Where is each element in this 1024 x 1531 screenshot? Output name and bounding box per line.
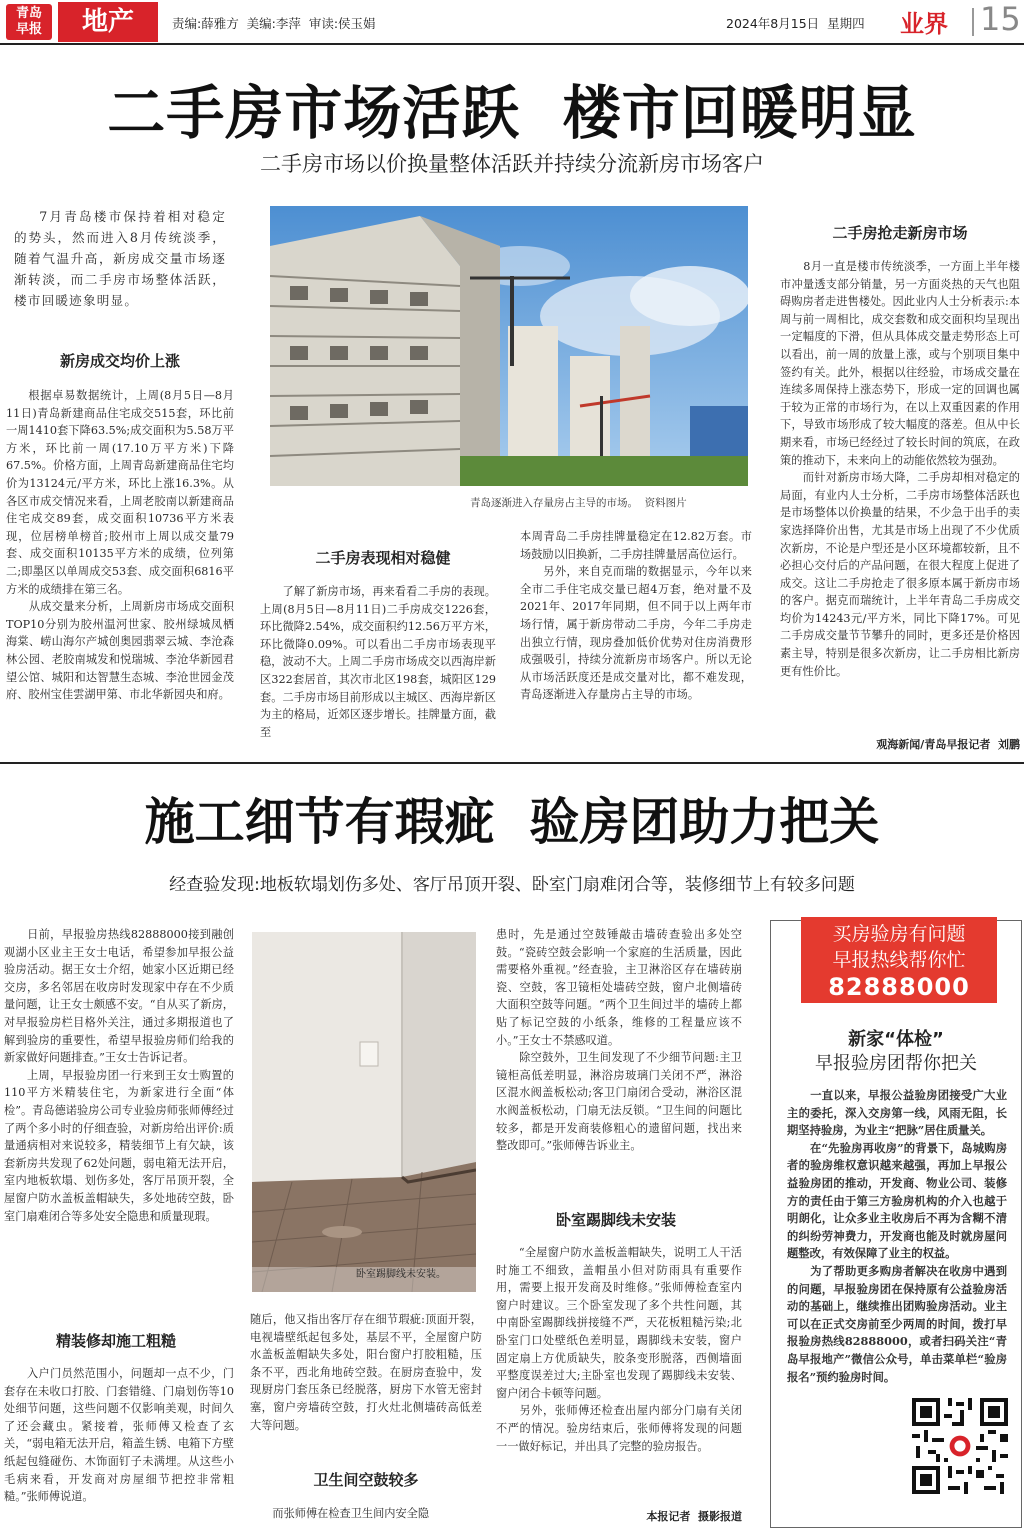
editors-credit: 责编:薛雅方 美编:李萍 审读:侯玉娟	[172, 16, 376, 31]
article1-column-1: 根据卓易数据统计，上周(8月5日—8月11日)青岛新建商品住宅成交515套，环比前一周1410套下降63.5%;成交面积为5.58万平方米，环比前一周(17.10万平方米)下降67.5%。价格方面，上周青岛新建商品住宅均价为13124元/平方米，环比上涨16.3%。从各区市成交情况来看，上周老胶南以新建商品住宅成交89套，成交面积10736平方米表现，位居榜单榜首;胶州市上周以成交量79套、成交面积10135平方米的成绩，位列第二;即墨区以单周成交53套、成交面积6816平方米的成绩排在第三名。 从成交量来分析，上周新房市场成交面积TOP10分别为胶州温河世家、胶州绿城凤栖海棠、崂山海尔产城创奥园翡翠云城、李沧森林公园、老胶南城发和悦瑞城、李沧华新园君望公馆、城阳和达智慧生态城、李沧世园金茂府、胶州宝佳雲湖甲第、市北华新园央和府。	[6, 389, 234, 702]
issue-date: 2024年8月15日 星期四	[726, 16, 865, 31]
subhead-bedroom-skirting: 卧室踢脚线未安装	[555, 1211, 676, 1229]
subhead-new-homes: 新房成交均价上涨	[59, 352, 180, 370]
article2-column-1: 日前，早报验房热线82888000接到融创观湖小区业主王女士电话，希望参加早报公益验房活动。据王女士介绍，她家小区近期已经交房，多名邻居在收房时发现家中存在不少质量问题，让王女士颇感不安。“自从买了新房，对早报验房栏目格外关注，通过多期报道也了解到验房的重要性，希望早报验房师们给我的新家做好问题排查。”王女士告诉记者。 上周，早报验房团一行来到王女士购置的110平方米精装住宅，为新家进行全面“体检”。青岛德诺验房公司专业验房师张师傅经过了两个多小时的仔细查验，对新房给出评价:质量通病相对来说较多，精装细节上有欠缺，该套新房共发现了62处问题，弱电箱无法开启，室内地板软塌、划伤多处，客厅吊顶开裂，全屋窗户防水盖板盖帽缺失，多处地砖空鼓，卧室门扇难闭合等多处安全隐患和质量现瑕。	[4, 928, 234, 1223]
building-photo-image	[270, 206, 748, 486]
headline-2: 施工细节有瑕疵 验房团助力把关	[144, 793, 880, 851]
subhead-bathroom-hollow: 卫生间空鼓较多	[313, 1471, 419, 1489]
banner-line-1: 买房验房有问题	[832, 923, 966, 945]
qr-code-icon	[912, 1398, 1008, 1494]
deck-1: 二手房市场以价换量整体活跃并持续分流新房市场客户	[260, 152, 764, 176]
article1-byline: 观海新闻/青岛早报记者 刘鹏	[876, 738, 1020, 751]
article1-column-3: 本周青岛二手房挂牌量稳定在12.82万套。市场鼓励以旧换新，二手房挂牌量居高位运行。 另外，来自克而瑞的数据显示，今年以来全市二手住宅成交量已超4万套，绝对量不及2021年、2017年同期，但不同于以上两年市场行情，属于新房带动二手房，今年二手房走出独立行情，现房叠加低价优势对住房消费形成强吸引，持续分流新房市场客户。所以无论从市场活跃度还是成交量对比，都不难发现，青岛逐渐进入存量房占主导的市场。	[520, 530, 752, 702]
header-rule	[0, 43, 1024, 45]
hotline-number: 82888000	[828, 973, 970, 1001]
article2-column-2b: 而张师傅在检查卫生间内安全隐	[250, 1507, 430, 1520]
deck-2: 经查验发现:地板软塌划伤多处、客厅吊顶开裂、卧室门扇难闭合等，装修细节上有较多问题	[169, 875, 855, 895]
subhead-second-hand-stable: 二手房表现相对稳健	[315, 549, 451, 567]
qr-code[interactable]	[912, 1398, 1008, 1494]
logo-bottom-text: 早报	[15, 22, 42, 37]
headline-1: 二手房市场活跃 楼市回暖明显	[107, 79, 917, 147]
column-label: 业界	[900, 10, 948, 38]
article1-column-4: 8月一直是楼市传统淡季，一方面上半年楼市冲量透支部分销量，另一方面炎热的天气也阻碍购房者走进售楼处。因此业内人士分析表示:本周与前一周相比，成交套数和成交面积均呈现出一定幅度的下滑，但从具体成交量走势形态上可以看出，前一周的放量上涨，或与个别项目集中签约有关。此外，根据以往经验，市场成交量在连续多周保持上涨态势下，形成一定的回调也属于较为正常的市场行为，在以上双重因素的作用下，导致市场形成了较大幅度的落差。但从中长期来看，市场已经经过了较长时间的筑底，在政策的推动下，未来向上的动能依然较为强劲。 而针对新房市场大降，二手房却相对稳定的局面，有业内人士分析，二手房市场整体活跃也是市场整体以价换量的结果，不少急于出手的卖家选择降价出售，尤其是市场上出现了不少优质次新房，不论是户型还是小区环境都较新，且不必担心交付后的产品问题，在很大程度上促进了成交。这让二手房抢走了很多原本属于新房市场的客户。据克而瑞统计，上半年青岛二手房成交均价为14243元/平方米，同比下降17%。可见二手房成交量节节攀升的同时，更多还是价格因素主导，特别是很多次新房，让二手房相比新房更有性价比。	[780, 260, 1020, 678]
masthead	[0, 0, 1024, 44]
sidebar-title-1: 新家“体检”	[848, 1029, 944, 1050]
story-divider	[0, 762, 1024, 764]
subhead-fine-decoration: 精装修却施工粗糙	[55, 1332, 176, 1350]
sidebar-title-2: 早报验房团帮你把关	[815, 1053, 977, 1074]
bedroom-photo-image	[252, 932, 476, 1292]
article2-column-2: 随后，他又指出客厅存在细节瑕疵:顶面开裂，电视墙壁纸起包多处，基层不平，全屋窗户防水盖板盖帽缺失多处，阳台窗户打胶粗糙，压条不平，西北角地砖空鼓。在厨房查验中，发现厨房门套压条已经脱落，厨房下水管无密封塞，窗户旁墙砖空鼓，打火灶北侧墙砖高低差大等问题。	[250, 1313, 482, 1432]
logo-top-text: 青岛	[15, 6, 42, 21]
article2-column-1b: 入户门员然范围小，问题却一点不少，门套存在未收口打胶、门套错缝、门扇划伤等10处细节问题，这些问题不仅影响美观，时间久了还会藏虫。紧接着，张师傅又检查了玄关，“弱电箱无法开启，箱盖生锈、电箱下方壁纸起包缝碰伤、木饰面钉子未满埋。从这些小毛病来看，开发商对房屋细节把控非常粗糙。”张师傅说道。	[4, 1367, 234, 1504]
newspaper-logo	[6, 4, 52, 40]
photo-1-caption: 青岛逐渐进入存量房占主导的市场。 资料图片	[470, 497, 687, 509]
header-divider	[972, 8, 974, 36]
banner-line-2: 早报热线帮你忙	[832, 949, 966, 971]
article2-column-3b: “全屋窗户防水盖板盖帽缺失，说明工人干活时施工不细致，盖帽虽小但对防雨具有重要作用，需要上报开发商及时维修。”张师傅检查室内窗户时建议。三个卧室发现了多个共性问题，其中南卧室踢脚线拼接缝不严，天花板粗糙污染;北卧室门口处壁纸色差明显，踢脚线未安装，窗户固定扇上方优质缺失，胶条变形脱落，西侧墙面平整度误差过大;主卧室也发现了踢脚线未安装、窗户闭合卡顿等问题。 另外，张师傅还检查出屋内部分门扇有关闭不严的情况。验房结束后，张师傅将发现的问题一一做好标记，并出具了完整的验房报告。	[496, 1246, 742, 1453]
hotline-banner	[801, 917, 997, 1003]
lead-paragraph: 7月青岛楼市保持着相对稳定的势头，然而进入8月传统淡季，随着气温升高，新房成交量市场逐渐转淡，而二手房市场整体活跃，楼市回暖迹象明显。	[14, 209, 226, 308]
section-label: 地产	[58, 2, 158, 42]
subhead-second-hand-takes-market: 二手房抢走新房市场	[832, 224, 968, 242]
photo-apartment-buildings	[270, 206, 748, 486]
photo-bedroom-corner	[252, 932, 476, 1292]
photo-2-caption: 卧室踢脚线未安装。	[356, 1269, 446, 1280]
article2-column-3: 患时，先是通过空鼓锤敲击墙砖查验出多处空鼓。“瓷砖空鼓会影响一个家庭的生活质量，因此需要格外重视。”经查验，主卫淋浴区存在墙砖崩瓷、空鼓，客卫镜柜处墙砖空鼓，窗户北侧墙砖大面积空鼓等问题。“两个卫生间过半的墙砖上都贴了标记空鼓的小纸条，维修的工程量应该不小。”王女士不禁感叹道。 除空鼓外，卫生间发现了不少细节问题:主卫镜柜高低差明显，淋浴房玻璃门关闭不严，淋浴区混水阀盖板松动;客卫门扇闭合受动，淋浴区混水阀盖板松动，门扇无法反锁。“卫生间的问题比较多，都是开发商装修粗心的遗留问题，找出来整改即可。”张师傅告诉业主。	[496, 928, 742, 1153]
article1-column-2: 了解了新房市场，再来看看二手房的表现。上周(8月5日—8月11日)二手房成交1226套，环比微降2.54%，成交面积约12.56万平方米，环比微降0.09%。可以看出二手房市场表现平稳，波动不大。上周二手房市场成交以西海岸新区322套居首，其次市北区198套，城阳区129套。二手房市场目前形成以主城区、西海岸新区为主的格局，近郊区逐步增长。挂牌量方面，截至	[260, 585, 496, 739]
sidebar-body: 一直以来，早报公益验房团接受广大业主的委托，深入交房第一线，风雨无阻，长期坚持验房，为业主“把脉”居住质量关。 在“先验房再收房”的背景下，岛城购房者的验房维权意识越来越强，再加上早报公益验房团的推动，开发商、物业公司、装修方的责任由于第三方验房机构的介入也越于明朗化，让众多业主收房后不再为含糊不清的纠纷劳神费力，开发商也能及时就房屋问题整改，有效保障了业主的权益。 为了帮助更多购房者解决在收房中遇到的问题，早报验房团在保持原有公益验房活动的基础上，继续推出团购验房活动。业主可以在正式交房前至少两周的时间，拨打早报验房热线82888000，或者扫码关注“青岛早报地产”微信公众号，单击菜单栏“验房报名”预约验房时间。	[787, 1088, 1007, 1384]
page-number: 15	[980, 0, 1021, 38]
article2-byline: 本报记者 摄影报道	[646, 1510, 742, 1523]
